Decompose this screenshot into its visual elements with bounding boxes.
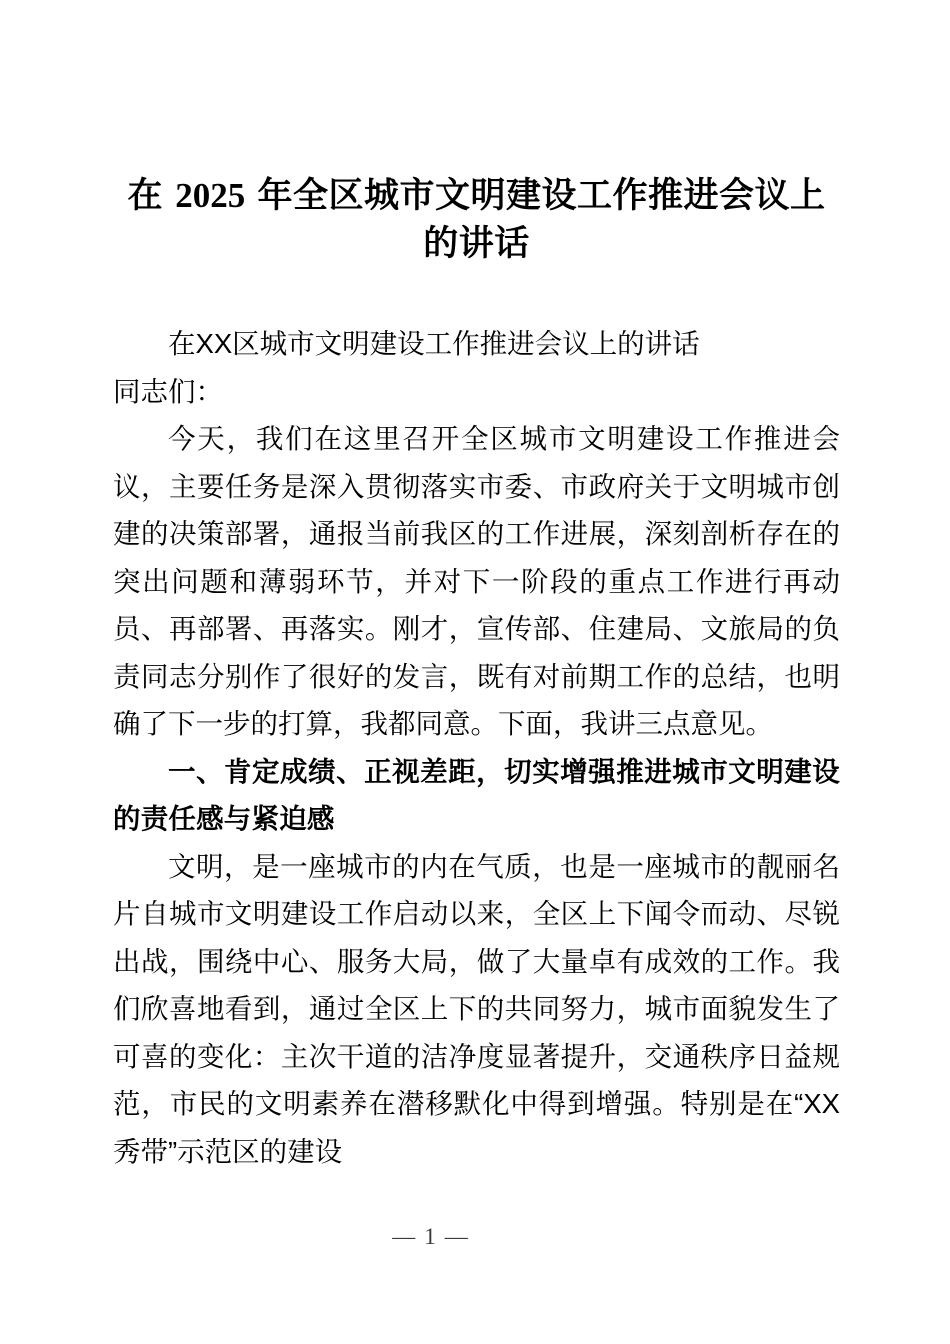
page-footer-inner [392,1222,558,1252]
title-suffix: 年全区城市文明建设工作推进会议上 [247,176,826,215]
salutation: 同志们： [113,375,223,407]
page-number: 1 [424,1224,436,1249]
title-spacer [113,268,840,320]
body-paragraph-2: 文明，是一座城市的内在气质，也是一座城市的靓丽名片自城市文明建设工作启动以来，全区上下闻令而动、尽锐出战，围绕中心、服务大局，做了大量卓有成效的工作。我们欣喜地看到，通过全区上下的共同努力，城市面貌发生了可喜的变化：主次干道的洁净度显著提升，交通秩序日益规范，市民的文明素养在潜移默化中得到增强。特别是在“XX 秀带”示范区的建设 [113,850,840,1167]
document-content [113,0,840,1175]
document-subtitle: 在XX区城市文明建设工作推进会议上的讲话 [168,328,700,359]
footer-dash-right: — [444,1224,468,1249]
footer-dash-left: — [392,1224,416,1249]
page-footer [0,1222,950,1252]
title-prefix: 在 [127,176,174,215]
section-heading-1: 一、肯定成绩、正视差距，切实增强推进城市文明建设的责任感与紧迫感 [113,755,840,834]
title-year: 2025 [175,176,246,215]
page-title [113,0,840,268]
body-paragraph-1: 今天，我们在这里召开全区城市文明建设工作推进会议，主要任务是深入贯彻落实市委、市政府关于文明城市创建的决策部署，通报当前我区的工作进展，深刻剖析存在的突出问题和薄弱环节，并对下一阶段的重点工作进行再动员、再部署、再落实。刚才，宣传部、住建局、文旅局的负责同志分别作了很好的发言，既有对前期工作的总结，也明确了下一步的打算，我都同意。下面，我讲三点意见。 [113,423,840,739]
title-line-two: 的讲话 [423,224,530,263]
